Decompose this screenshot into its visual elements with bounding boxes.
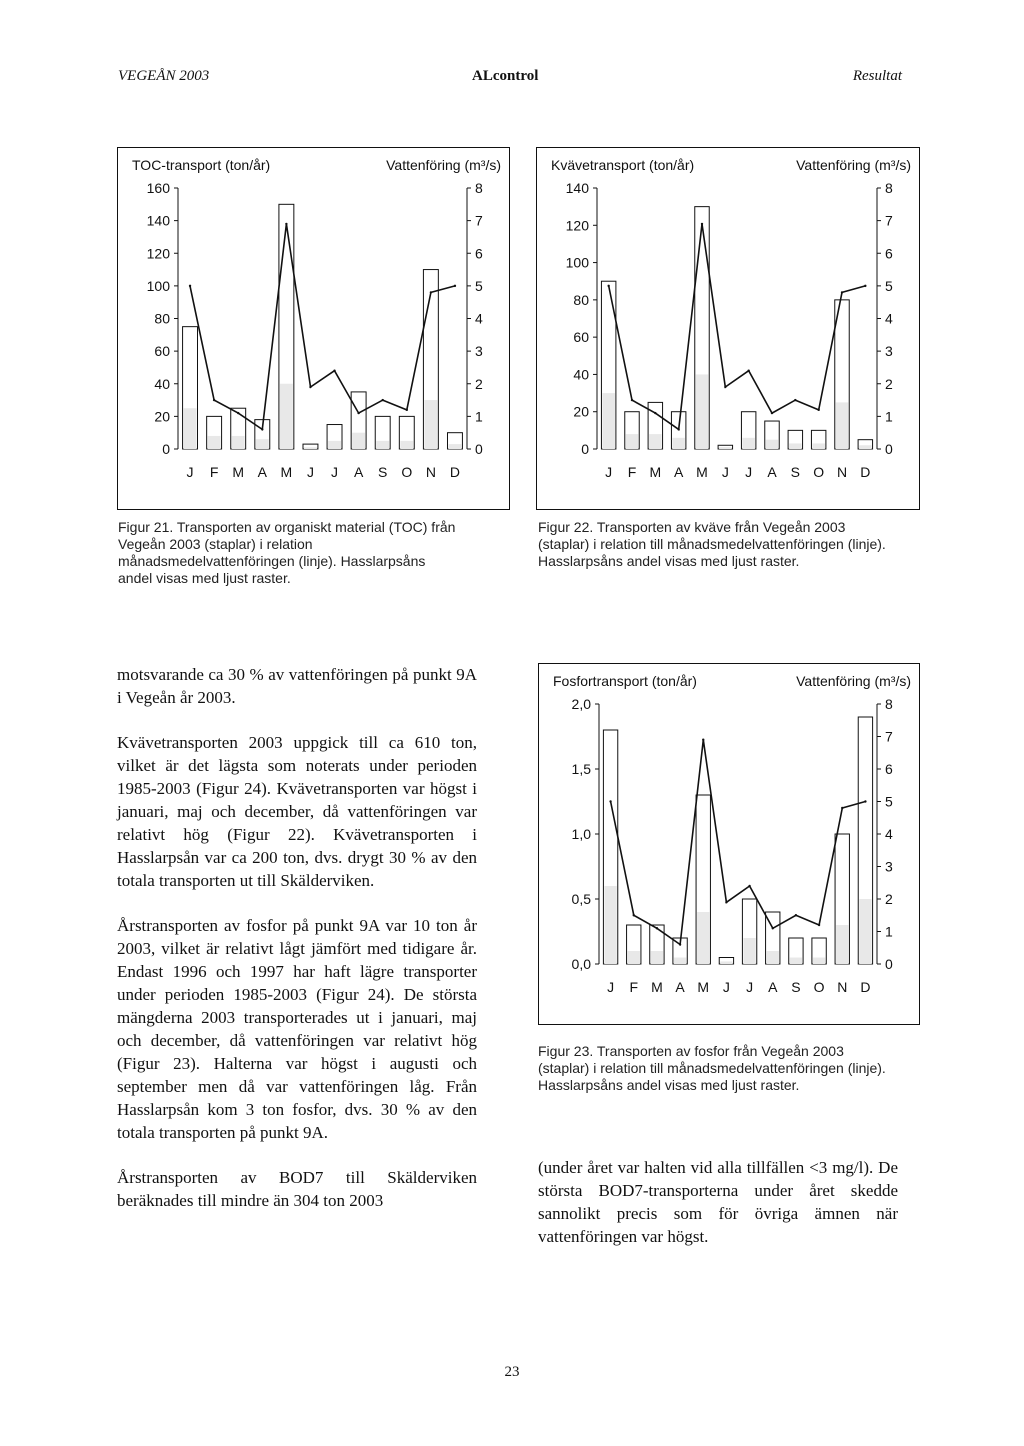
discharge-point [795, 914, 797, 916]
left-tick-label: 40 [154, 375, 170, 392]
left-tick-label: 100 [565, 254, 589, 271]
left-tick-label: 20 [573, 403, 589, 420]
paragraph-1: motsvarande ca 30 % av vattenföringen på punkt 9A i Vegeån år 2003. [117, 665, 477, 707]
discharge-point [817, 409, 819, 411]
discharge-point [285, 223, 287, 225]
header-right: Resultat [852, 68, 902, 84]
discharge-point [633, 914, 635, 916]
x-tick-label: J [746, 979, 754, 995]
right-tick-label: 3 [885, 343, 893, 360]
left-tick-label: 20 [154, 408, 170, 425]
right-tick-label: 4 [885, 826, 893, 842]
x-tick-label: J [721, 464, 729, 480]
discharge-point [654, 412, 656, 414]
x-tick-label: J [605, 464, 613, 480]
left-tick-label: 120 [146, 245, 170, 262]
bar-hasslarpsan [626, 434, 638, 449]
right-tick-label: 7 [885, 212, 893, 229]
left-axis-title: Kvävetransport (ton/år) [551, 157, 695, 173]
bar-hasslarpsan [256, 439, 269, 449]
left-tick-label: 160 [146, 180, 170, 196]
bar-hasslarpsan [674, 958, 686, 965]
figure-22-chart [536, 147, 920, 510]
right-tick-label: 8 [885, 696, 893, 712]
right-tick-label: 2 [475, 375, 483, 392]
left-tick-label: 140 [565, 180, 589, 196]
discharge-point [309, 386, 311, 388]
figure-22-svg [537, 148, 919, 509]
discharge-point [771, 412, 773, 414]
right-tick-label: 0 [885, 441, 893, 457]
right-axis-title: Vattenföring (m³/s) [386, 157, 501, 173]
right-tick-label: 6 [885, 245, 893, 262]
x-tick-label: A [257, 464, 267, 480]
bar-hasslarpsan [859, 445, 871, 449]
bar-hasslarpsan [280, 384, 293, 449]
bar-hasslarpsan [649, 434, 661, 449]
bar-hasslarpsan [184, 408, 197, 449]
discharge-line [609, 224, 866, 430]
discharge-point [213, 399, 215, 401]
bar-hasslarpsan [328, 441, 341, 449]
right-tick-label: 5 [475, 277, 483, 294]
body-right-column: (under året var halten vid alla tillfällen <3 mg/l). De största BOD7-transporterna under året skedde sannolikt precis som för övriga ämnen när vattenföringen var högst. [538, 1158, 898, 1246]
discharge-point [357, 412, 359, 414]
bar-hasslarpsan [697, 912, 709, 964]
x-tick-label: M [696, 464, 708, 480]
x-tick-label: O [813, 979, 825, 995]
right-tick-label: 4 [885, 310, 893, 327]
left-tick-label: 60 [573, 329, 589, 346]
left-tick-label: 140 [146, 212, 170, 229]
right-tick-label: 7 [885, 728, 893, 745]
discharge-point [382, 399, 384, 401]
left-tick-label: 0,0 [571, 956, 591, 972]
right-tick-label: 6 [475, 245, 483, 262]
left-tick-label: 80 [154, 310, 170, 327]
bar-hasslarpsan [767, 951, 779, 964]
bar-hasslarpsan [208, 436, 221, 449]
bar-hasslarpsan [836, 925, 848, 964]
right-tick-label: 5 [885, 793, 893, 810]
paragraph-2: Kvävetransporten 2003 uppgick till ca 610 ton, vilket är det lägsta som noterats under perioden 1985-2003 (Figur 24). Kvävetransporten var högst i januari, maj och december, då vattenföringen var relativt hög (Figur 22). Kvävetransporten i Hasslarpsån var ca 200 ton, dvs. drygt 30 % av den totala transporten ut till Skälderviken. [117, 733, 477, 890]
discharge-point [656, 927, 658, 929]
left-tick-label: 0 [581, 441, 589, 457]
discharge-point [818, 924, 820, 926]
discharge-point [454, 285, 456, 287]
bar-hasslarpsan [720, 961, 732, 964]
x-tick-label: N [837, 979, 848, 995]
left-tick-label: 2,0 [571, 696, 591, 712]
header-left: VEGEÅN 2003 [118, 68, 210, 84]
discharge-point [261, 428, 263, 430]
page-number: 23 [504, 1364, 520, 1380]
bar-hasslarpsan [400, 441, 413, 449]
discharge-point [724, 386, 726, 388]
discharge-point [189, 285, 191, 287]
x-tick-label: A [675, 979, 685, 995]
discharge-point [237, 412, 239, 414]
x-tick-label: A [353, 464, 364, 480]
figure-21-svg [118, 148, 509, 509]
bar-hasslarpsan [859, 899, 871, 964]
x-tick-label: N [836, 464, 848, 480]
x-tick-label: N [425, 464, 436, 480]
discharge-line [190, 224, 455, 430]
bar-hasslarpsan [651, 951, 663, 964]
bar-hasslarpsan [742, 438, 754, 449]
right-tick-label: 8 [475, 180, 483, 196]
bar-hasslarpsan [812, 443, 824, 449]
left-tick-label: 100 [146, 277, 170, 294]
x-tick-label: F [209, 464, 219, 480]
bar-hasslarpsan [602, 393, 614, 449]
left-tick-label: 1,0 [571, 826, 591, 842]
right-tick-label: 0 [885, 956, 893, 972]
right-tick-label: 3 [885, 858, 893, 875]
x-tick-label: D [860, 979, 871, 995]
right-tick-label: 1 [885, 408, 893, 425]
x-tick-label: D [449, 464, 461, 480]
bar-hasslarpsan [352, 433, 365, 449]
discharge-point [430, 291, 432, 293]
figure-21-caption: Figur 21. Transporten av organiskt material (TOC) från Vegeån 2003 (staplar) i relation månadsmedelvattenföringen (linje). Hasslarpsåns andel visas med ljust raster. [118, 519, 456, 586]
x-tick-label: A [673, 464, 684, 480]
x-tick-label: J [331, 464, 339, 480]
discharge-point [406, 409, 408, 411]
discharge-point [631, 399, 633, 401]
bar-hasslarpsan [304, 447, 317, 449]
x-tick-label: J [306, 464, 314, 480]
bar-hasslarpsan [628, 951, 640, 964]
bar-hasslarpsan [232, 436, 245, 449]
figure-23-chart [538, 663, 920, 1025]
discharge-point [333, 370, 335, 372]
x-tick-label: J [607, 979, 615, 995]
x-tick-label: F [629, 979, 639, 995]
discharge-point [772, 927, 774, 929]
bar-hasslarpsan [604, 886, 616, 964]
right-tick-label: 3 [475, 343, 483, 360]
bar-hasslarpsan [790, 958, 802, 965]
right-axis-title: Vattenföring (m³/s) [796, 157, 911, 173]
bar-hasslarpsan [424, 400, 437, 449]
left-tick-label: 80 [573, 291, 589, 308]
bar-hasslarpsan [813, 958, 825, 965]
figure-22-caption: Figur 22. Transporten av kväve från Vegeån 2003 (staplar) i relation till månadsmedelvattenföringen (linje). Hasslarpsåns andel visas med ljust raster. [538, 519, 886, 569]
bar-hasslarpsan [766, 440, 778, 449]
discharge-point [702, 739, 704, 741]
bar-hasslarpsan [448, 444, 461, 449]
x-tick-label: S [378, 464, 388, 480]
left-tick-label: 0,5 [571, 891, 591, 907]
x-tick-label: J [186, 464, 194, 480]
left-tick-label: 120 [565, 217, 589, 234]
bar-hasslarpsan [672, 438, 684, 449]
right-tick-label: 0 [475, 441, 483, 457]
x-tick-label: M [232, 464, 245, 480]
bar-hasslarpsan [789, 443, 801, 449]
figure-23-caption: Figur 23. Transporten av fosfor från Vegeån 2003 (staplar) i relation till månadsmedelvattenföringen (linje). Hasslarpsåns andel visas med ljust raster. [538, 1043, 886, 1093]
discharge-line [611, 740, 866, 945]
x-tick-label: S [791, 979, 801, 995]
left-axis-title: TOC-transport (ton/år) [132, 157, 271, 173]
right-tick-label: 1 [475, 408, 483, 425]
discharge-point [607, 285, 609, 287]
discharge-point [725, 901, 727, 903]
left-tick-label: 0 [162, 441, 170, 457]
bar-hasslarpsan [696, 374, 708, 449]
discharge-point [841, 291, 843, 293]
paragraph-3: Årstransporten av fosfor på punkt 9A var 10 ton år 2003, vilket är relativt lågt jämfört med tidigare år. Endast 1996 och 1997 har haft lägre transporter under perioden 1985-2003 (Figur 24). De största mängderna 2003 transporterades ut i januari, maj och december, då vattenföringen var relativt hög (Figur 23). Halterna var högst i augusti och september men då var vattenföringen låg. Från Hasslarpsån kom 3 ton fosfor, dvs. 30 % av den totala transporten på punkt 9A. [117, 916, 477, 1142]
header-center: ALcontrol [472, 68, 539, 84]
x-tick-label: A [767, 464, 777, 480]
x-tick-label: J [722, 979, 730, 995]
discharge-point [679, 943, 681, 945]
x-tick-label: D [860, 464, 871, 480]
discharge-point [609, 800, 611, 802]
left-axis-title: Fosfortransport (ton/år) [553, 673, 697, 689]
bar-hasslarpsan [743, 938, 755, 964]
x-tick-label: O [401, 464, 413, 480]
bar-hasslarpsan [836, 402, 848, 449]
x-tick-label: A [768, 979, 778, 995]
discharge-point [794, 399, 796, 401]
figure-23-svg [539, 664, 919, 1024]
right-tick-label: 1 [885, 923, 893, 940]
x-tick-label: S [790, 464, 801, 480]
right-tick-label: 6 [885, 761, 893, 777]
right-tick-label: 4 [475, 310, 483, 327]
left-tick-label: 60 [154, 343, 170, 360]
left-tick-label: 1,5 [571, 761, 591, 777]
body-left-column [117, 663, 477, 1234]
discharge-point [841, 807, 843, 809]
bar-hasslarpsan [376, 441, 389, 449]
bar-hasslarpsan [719, 447, 731, 449]
right-tick-label: 8 [885, 180, 893, 196]
discharge-point [747, 370, 749, 372]
x-tick-label: J [745, 464, 753, 480]
discharge-point [864, 285, 866, 287]
x-tick-label: M [697, 979, 710, 995]
x-tick-label: M [649, 464, 662, 480]
x-tick-label: F [627, 464, 637, 480]
right-axis-title: Vattenföring (m³/s) [796, 673, 911, 689]
figure-21-chart [117, 147, 510, 510]
discharge-point [677, 428, 679, 430]
right-tick-label: 5 [885, 277, 893, 294]
discharge-point [864, 800, 866, 802]
right-tick-label: 7 [475, 212, 483, 229]
discharge-point [701, 223, 703, 225]
x-tick-label: M [651, 979, 663, 995]
x-tick-label: O [813, 464, 825, 480]
discharge-point [748, 885, 750, 887]
x-tick-label: M [280, 464, 293, 480]
left-tick-label: 40 [573, 366, 589, 383]
paragraph-4: Årstransporten av BOD7 till Skälderviken beräknades till mindre än 304 ton 2003 [117, 1168, 477, 1210]
right-tick-label: 2 [885, 375, 893, 392]
right-tick-label: 2 [885, 891, 893, 907]
